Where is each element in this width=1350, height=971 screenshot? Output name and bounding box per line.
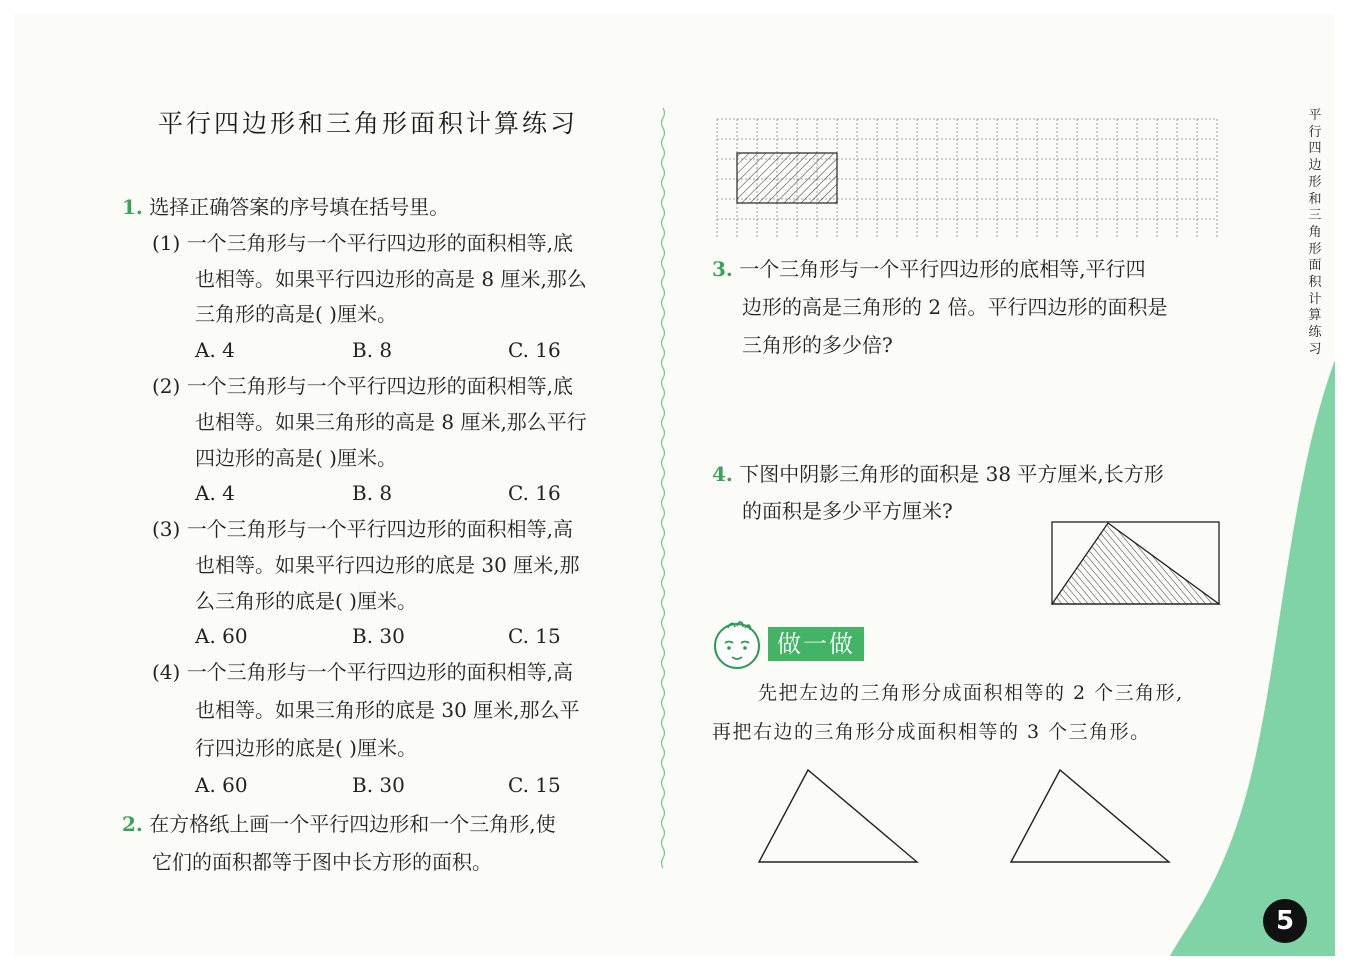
q1-sub3-option-b: B. 30 — [352, 624, 405, 648]
q1-sub4-line1: (4) 一个三角形与一个平行四边形的面积相等,高 — [152, 660, 574, 684]
q3-line1 — [712, 257, 1146, 281]
q1-heading — [122, 195, 449, 219]
q4-line2: 的面积是多少平方厘米? — [742, 499, 953, 523]
q1-prompt: 选择正确答案的序号填在括号里。 — [149, 195, 450, 219]
page-title: 平行四边形和三角形面积计算练习 — [158, 109, 579, 138]
q4-text-1: 下图中阴影三角形的面积是 38 平方厘米,长方形 — [739, 462, 1164, 486]
q1-sub1-line1: (1) 一个三角形与一个平行四边形的面积相等,底 — [152, 231, 574, 255]
q1-sub3-line2: 也相等。如果平行四边形的底是 30 厘米,那 — [195, 553, 580, 577]
zuo-line2: 再把右边的三角形分成面积相等的 3 个三角形。 — [712, 721, 1151, 743]
q4-number: 4. — [712, 462, 733, 486]
q3-text-1: 一个三角形与一个平行四边形的底相等,平行四 — [739, 257, 1146, 281]
zuo-yi-zuo-label: 做一做 — [768, 627, 864, 661]
mascot-face-icon — [708, 616, 766, 674]
q1-sub3-line1: (3) 一个三角形与一个平行四边形的面积相等,高 — [152, 517, 574, 541]
q2-text-1: 在方格纸上画一个平行四边形和一个三角形,使 — [149, 812, 556, 836]
q1-sub2-option-c: C. 16 — [508, 481, 561, 505]
q1-sub2-line2: 也相等。如果三角形的高是 8 厘米,那么平行 — [195, 410, 587, 434]
sidebar-chapter-title: 平 行 四 边 形 和 三 角 形 面 积 计 算 练 习 — [1308, 108, 1322, 357]
q2-line1 — [122, 812, 556, 836]
q1-sub2-option-a: A. 4 — [195, 481, 235, 505]
corner-decoration — [1170, 360, 1335, 956]
q4-figure — [1050, 520, 1222, 608]
q1-sub2-option-b: B. 8 — [352, 481, 393, 505]
q1-sub3-line3: 么三角形的底是( )厘米。 — [195, 589, 417, 613]
q4-shaded-triangle — [1052, 523, 1219, 604]
q1-sub2-line1: (2) 一个三角形与一个平行四边形的面积相等,底 — [152, 374, 574, 398]
zuo-line1: 先把左边的三角形分成面积相等的 2 个三角形, — [758, 682, 1184, 704]
q4-line1 — [712, 462, 1164, 486]
q2-line2: 它们的面积都等于图中长方形的面积。 — [152, 850, 492, 874]
q1-sub4-option-c: C. 15 — [508, 773, 561, 797]
q2-number: 2. — [122, 812, 143, 836]
q1-sub4-option-b: B. 30 — [352, 773, 405, 797]
shaded-rectangle — [737, 153, 837, 203]
q3-line2: 边形的高是三角形的 2 倍。平行四边形的面积是 — [742, 295, 1168, 319]
q1-sub4-option-a: A. 60 — [195, 773, 248, 797]
q1-sub4-line3: 行四边形的底是( )厘米。 — [195, 736, 417, 760]
q3-number: 3. — [712, 257, 733, 281]
q1-sub1-option-b: B. 8 — [352, 338, 393, 362]
page-number: 5 — [1263, 899, 1307, 943]
q1-sub3-option-a: A. 60 — [195, 624, 248, 648]
q1-sub4-line2: 也相等。如果三角形的底是 30 厘米,那么平 — [195, 698, 580, 722]
q1-sub1-line3: 三角形的高是( )厘米。 — [195, 302, 397, 326]
left-triangle — [755, 765, 925, 867]
q1-sub1-option-a: A. 4 — [195, 338, 235, 362]
grid-paper — [716, 118, 1218, 238]
q1-sub1-option-c: C. 16 — [508, 338, 561, 362]
column-divider — [659, 108, 667, 868]
right-triangle — [1007, 765, 1177, 867]
q1-sub3-option-c: C. 15 — [508, 624, 561, 648]
q1-sub1-line2: 也相等。如果平行四边形的高是 8 厘米,那么 — [195, 267, 587, 291]
q1-sub2-line3: 四边形的高是( )厘米。 — [195, 446, 397, 470]
q1-number: 1. — [122, 195, 143, 219]
q3-line3: 三角形的多少倍? — [742, 333, 893, 357]
